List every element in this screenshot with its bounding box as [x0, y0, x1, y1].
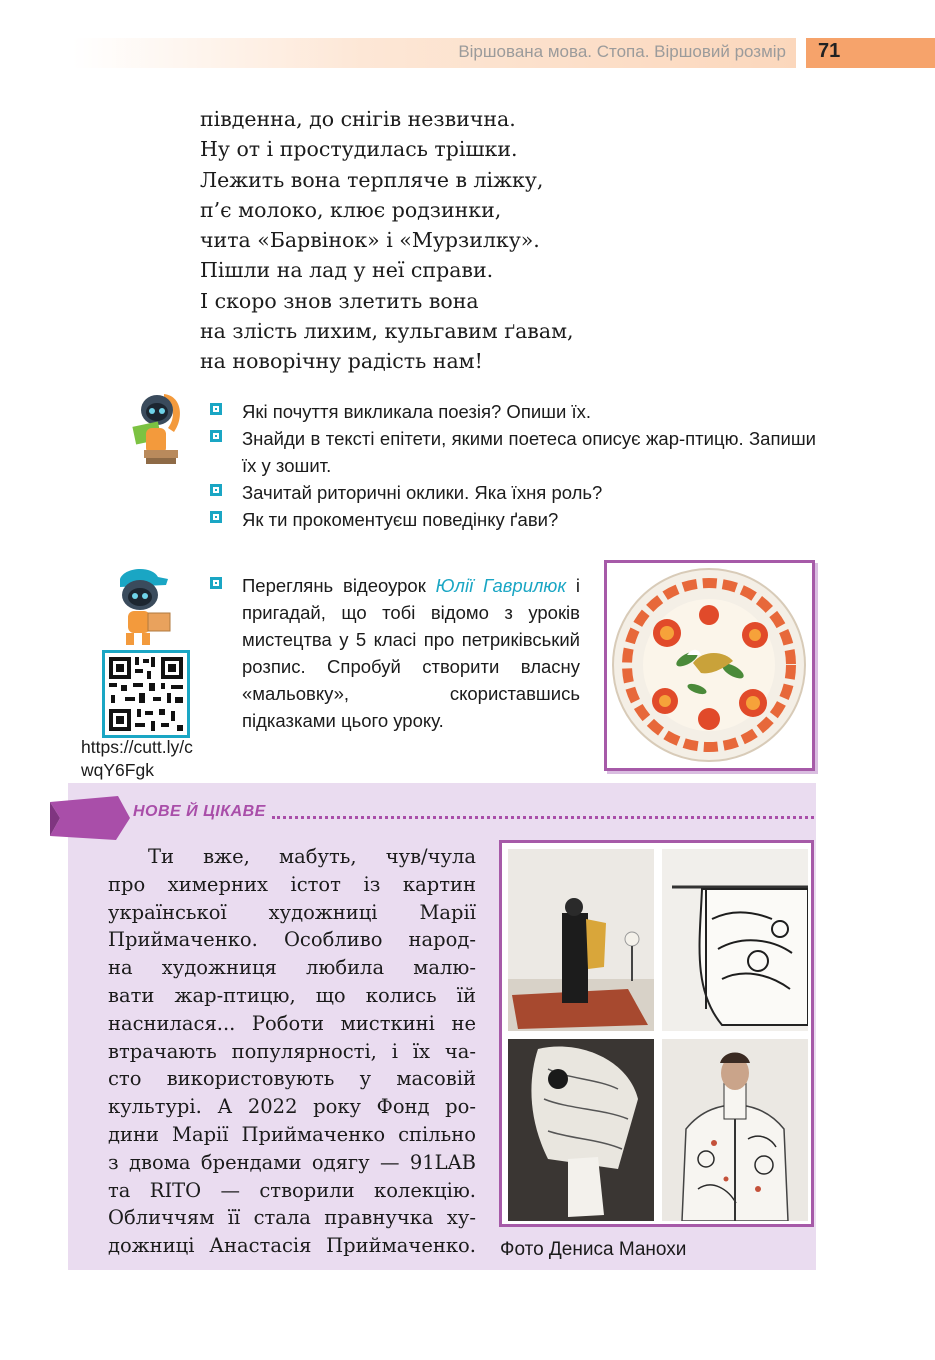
qr-code[interactable] [102, 650, 190, 738]
author-link[interactable]: Юлії Гаврилюк [435, 575, 567, 596]
section-title: НОВЕ Й ЦІКАВЕ [133, 803, 266, 820]
poem-line: п’є молоко, клює родзинки, [200, 197, 502, 222]
page-number: 71 [818, 40, 841, 62]
photo-embroidered-cloth [662, 849, 808, 1031]
qr-code-icon [105, 653, 187, 735]
video-task [210, 572, 580, 734]
square-bullet-icon [210, 511, 222, 523]
article-text [108, 843, 476, 1260]
photo-model-printed-jacket [662, 1039, 808, 1221]
poem-line: чита «Барвінок» і «Мурзилку». [200, 228, 540, 253]
question-item [210, 398, 816, 425]
dotted-divider [272, 816, 814, 819]
square-bullet-icon [210, 430, 222, 442]
photo-caption: Фото Дениса Манохи [500, 1239, 687, 1260]
jacket-photo-icon [662, 1039, 808, 1221]
running-title: Віршована мова. Стопа. Віршовий розмір [458, 42, 786, 61]
article-line: культурі. А 2022 року Фонд ро- [108, 1095, 476, 1119]
poem-line: південна, до снігів незвична. [200, 107, 516, 131]
article-line: вати жар-птицю, що колись їй [108, 983, 476, 1007]
petrykivka-plate-image [604, 560, 815, 771]
square-bullet-icon [210, 577, 222, 589]
question-text: Як ти прокоментуєш поведінку ґави? [242, 509, 559, 530]
model-photo-icon [508, 849, 654, 1031]
square-bullet-icon [210, 484, 222, 496]
question-item [210, 425, 816, 479]
video-task-before: Переглянь відеоурок [242, 575, 436, 596]
article-line: Ти вже, мабуть, чув/чула [148, 845, 476, 868]
poem-line: Ну от і простудилась трішки. [200, 137, 518, 162]
cloth-photo-icon [662, 849, 808, 1031]
question-text: Які почуття викликала поезія? Опиши їх. [242, 401, 592, 422]
article-line: з двома брендами одягу — 91LAB [108, 1150, 476, 1174]
question-item [210, 479, 816, 506]
article-line: української художниці Марії [108, 900, 476, 924]
poem-line: на злість лихим, кульгавим ґавам, [200, 319, 574, 344]
question-text: Знайди в тексті епітети, якими поетеса описує жар-птицю. Запиши їх у зошит. [242, 428, 816, 476]
reading-mascot-icon [124, 388, 190, 468]
poem-line: І скоро знов злетить вона [200, 288, 479, 313]
article-line: втрачають популярності, і їх ча- [108, 1039, 476, 1063]
questions-list [210, 398, 816, 533]
article-line: дини Марії Приймаченко спільно [108, 1122, 476, 1146]
veil-photo-icon [508, 1039, 654, 1221]
poem-line: Пішли на лад у неї справи. [200, 258, 494, 283]
article-line: та RITO — створили колекцію. [108, 1178, 476, 1202]
question-item [210, 506, 816, 533]
video-task-after: і пригадай, що тобі відомо з уроків мистецтва у 5 класі про петриківський розпис. Спробуй створити власну «мальовку», скориставшись підказками цього уроку. [242, 575, 580, 731]
question-text: Зачитай риторичні оклики. Яка їхня роль? [242, 482, 603, 503]
photo-model-lace-veil [508, 1039, 654, 1221]
article-line: Приймаченко. Особливо народ- [108, 928, 476, 952]
page-number-tab [806, 38, 935, 68]
article-line: на художниця любила малю- [108, 956, 476, 980]
article-line: про химерних істот із картин [108, 872, 476, 896]
running-header [72, 38, 796, 68]
poem-line: на новорічну радість нам! [200, 349, 483, 374]
fashion-photo-collage [499, 840, 814, 1227]
article-line: дожниці Анастасія Приймаченко. [108, 1234, 476, 1258]
poem-line: Лежить вона терпляче в ліжку, [200, 167, 544, 192]
article-line: сто використовують у масовій [108, 1067, 476, 1091]
article-line: Обличчям її стала правнучка ху- [108, 1206, 476, 1230]
photo-model-yellow-cape [508, 849, 654, 1031]
square-bullet-icon [210, 403, 222, 415]
article-line: наснилася... Роботи мисткині не [108, 1011, 476, 1035]
qr-link-text[interactable]: https://cutt.ly/cwqY6Fgk [81, 737, 193, 780]
plate-illustration-icon [607, 563, 812, 768]
ribbon-icon [48, 796, 130, 844]
courier-mascot-icon [106, 565, 178, 647]
video-task-text [210, 572, 580, 734]
poem [200, 104, 670, 377]
